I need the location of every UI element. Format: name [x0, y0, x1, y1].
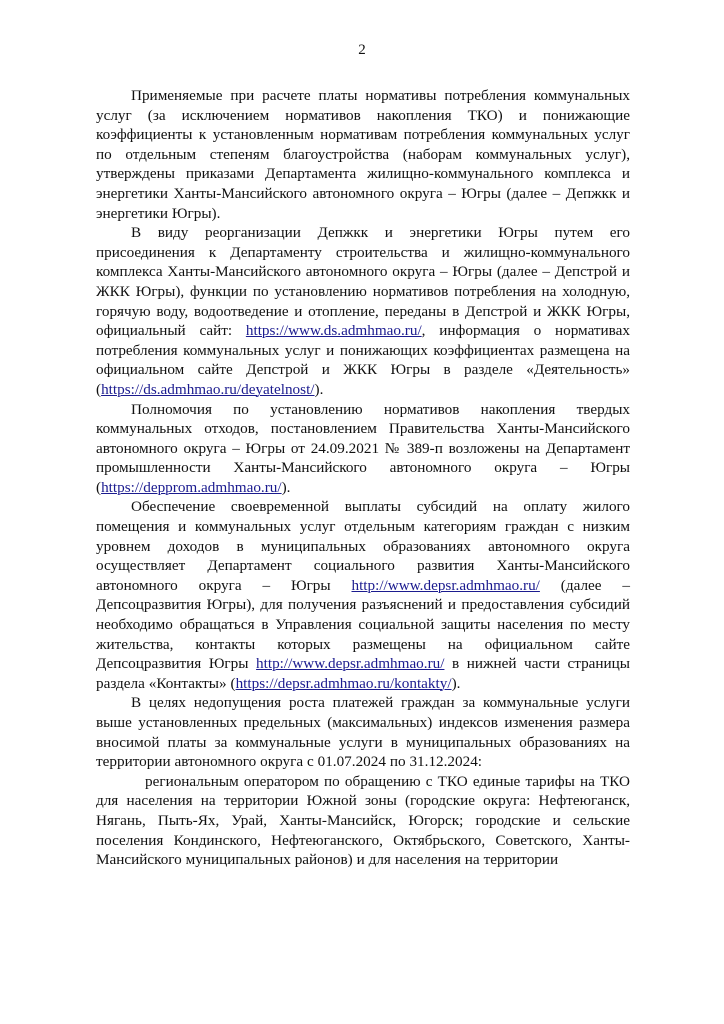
para-indeksy [96, 693, 630, 771]
paragraph-text: В виду реорганизации Депжкк и энергетики Югры путем его присоединения к Департаменту строительства и жилищно-коммунального комплекса Ханты-Мансийского автономного округа – Югры (далее – Депстрой и ЖКК Югры), функции по установлению нормативов потребления на холодную, горячую воду, водоотведение и отопление, переданы в Депстрой и ЖКК Югры, официальный сайт: [96, 224, 630, 340]
paragraph-text: ). [281, 478, 291, 496]
paragraph-text: Применяемые при расчете платы нормативы потребления коммунальных услуг (за исключением нормативов накопления ТКО) и понижающие коэффициенты к установленным нормативам потребления коммунальных услуг по отдельным степеням благоустройства (наборам коммунальных услуг), утверждены приказами Департамента жилищно-коммунального комплекса и энергетики Ханты-Мансийского автономного округа – Югры (далее – Депжкк и энергетики Югры). [96, 87, 630, 222]
hyperlink[interactable]: https://depsr.admhmao.ru/kontakty/ [235, 674, 452, 692]
para-subsidii [96, 497, 630, 693]
page-number: 2 [358, 42, 366, 58]
hyperlink[interactable]: https://ds.admhmao.ru/deyatelnost/ [101, 380, 315, 398]
para-normativy [96, 86, 630, 223]
para-regoperator [96, 772, 630, 870]
paragraph-text: в нижней части страницы раздела «Контакты» ( [96, 655, 630, 692]
para-reorganizaciya [96, 223, 630, 399]
paragraph-text: В целях недопущения роста платежей граждан за коммунальные услуги выше установленных предельных (максимальных) индексов изменения размера вносимой платы за коммунальные услуги в муниципальных образованиях на территории автономного округа с 01.07.2024 по 31.12.2024: [96, 694, 630, 771]
hyperlink[interactable]: https://www.ds.admhmao.ru/ [245, 322, 422, 340]
paragraph-text: региональным оператором по обращению с ТКО единые тарифы на ТКО для населения на территории Южной зоны (городские округа: Нефтеюганск, Нягань, Пыть-Ях, Урай, Ханты-Мансийск, Югорск; городские и сельские поселения Кондинского, Нефтеюганского, Октябрьского, Советского, Ханты-Мансийского муниципальных районов) и для населения на территории [96, 772, 630, 869]
para-polnomochiya [96, 400, 630, 498]
paragraph-text: Полномочия по установлению нормативов накопления твердых коммунальных отходов, постановлением Правительства Ханты-Мансийского автономного округа – Югры от 24.09.2021 № 389-п возложены на Департамент промышленности Ханты-Мансийского автономного округа – Югры ( [96, 400, 630, 496]
paragraph-text: Обеспечение своевременной выплаты субсидий на оплату жилого помещения и коммунальных услуг отдельным категориям граждан с низким уровнем доходов в муниципальных образованиях автономного округа осуществляет Департамент социального развития Ханты-Мансийского автономного округа – Югры [96, 498, 630, 594]
hyperlink[interactable]: http://www.depsr.admhmao.ru/ [256, 655, 445, 673]
paragraph-text: , информация о нормативах потребления коммунальных услуг и понижающих коэффициентах размещена на официальном сайте Депстрой и ЖКК Югры в разделе «Деятельность» ( [96, 322, 630, 398]
document-body [96, 86, 630, 870]
paragraph-text: (далее – Депсоцразвития Югры), для получения разъяснений и предоставления субсидий необходимо обращаться в Управления социальной защиты населения по месту жительства, контакты которых размещены на официальном сайте Депсоцразвития Югры [96, 576, 630, 673]
hyperlink[interactable]: http://www.depsr.admhmao.ru/ [351, 576, 540, 594]
hyperlink[interactable]: https://depprom.admhmao.ru/ [101, 478, 282, 496]
paragraph-text: ). [451, 674, 461, 692]
paragraph-text: ). [314, 380, 324, 398]
